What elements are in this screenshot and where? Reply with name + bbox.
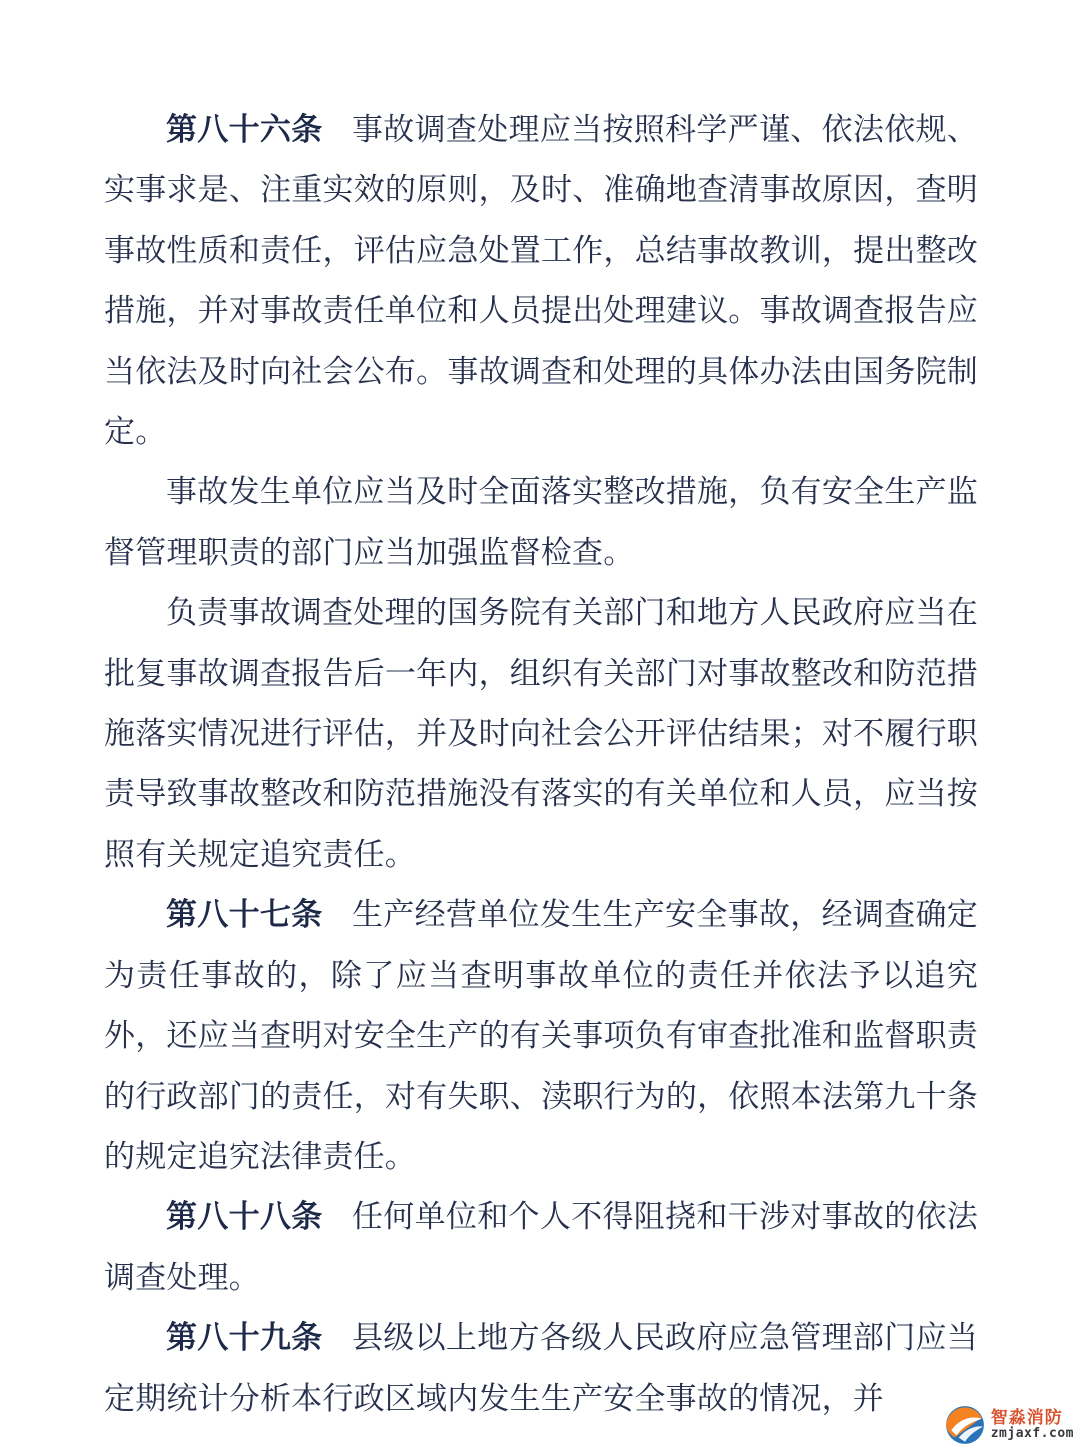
article-paragraph [104,885,978,1187]
brand-url: zmjaxf.com [990,1426,1074,1442]
body-paragraph [104,583,978,885]
article-text: 生产经营单位发生生产安全事故，经调查确定为责任事故的，除了应当查明事故单位的责任并依法予以追究外，还应当查明对安全生产的有关事项负有审查批准和监督职责的行政部门的责任，对有失职、渎职行为的，依照本法第九十条的规定追究法律责任。 [104,897,979,1174]
article-number: 第八十九条 [166,1320,323,1356]
article-number: 第八十七条 [166,897,323,933]
article-paragraph [104,1308,978,1429]
article-text: 任何单位和个人不得阻挠和干涉对事故的依法调查处理。 [104,1199,979,1295]
document-body [104,100,978,1429]
article-text: 县级以上地方各级人民政府应急管理部门应当定期统计分析本行政区域内发生生产安全事故的情况，并 [104,1320,979,1416]
paragraphs [104,100,978,1429]
brand-name: 智淼消防 [990,1408,1063,1428]
article-text: 事故调查处理应当按照科学严谨、依法依规、实事求是、注重实效的原则，及时、准确地查清事故原因，查明事故性质和责任，评估应急处置工作，总结事故教训，提出整改措施，并对事故责任单位和人员提出处理建议。事故调查报告应当依法及时向社会公布。事故调查和处理的具体办法由国务院制定。 [104,112,979,450]
article-number: 第八十八条 [166,1199,323,1235]
brand-logo-icon [944,1404,986,1446]
brand-text [991,1409,1074,1440]
article-number: 第八十六条 [166,112,323,147]
article-paragraph [104,1187,978,1308]
body-paragraph [104,462,978,583]
article-paragraph [104,100,978,462]
watermark [944,1404,1074,1446]
article-text: 事故发生单位应当及时全面落实整改措施，负有安全生产监督管理职责的部门应当加强监督检查。 [104,474,978,570]
article-text: 负责事故调查处理的国务院有关部门和地方人民政府应当在批复事故调查报告后一年内，组织有关部门对事故整改和防范措施落实情况进行评估，并及时向社会公开评估结果；对不履行职责导致事故整改和防范措施没有落实的有关单位和人员，应当按照有关规定追究责任。 [104,595,978,872]
